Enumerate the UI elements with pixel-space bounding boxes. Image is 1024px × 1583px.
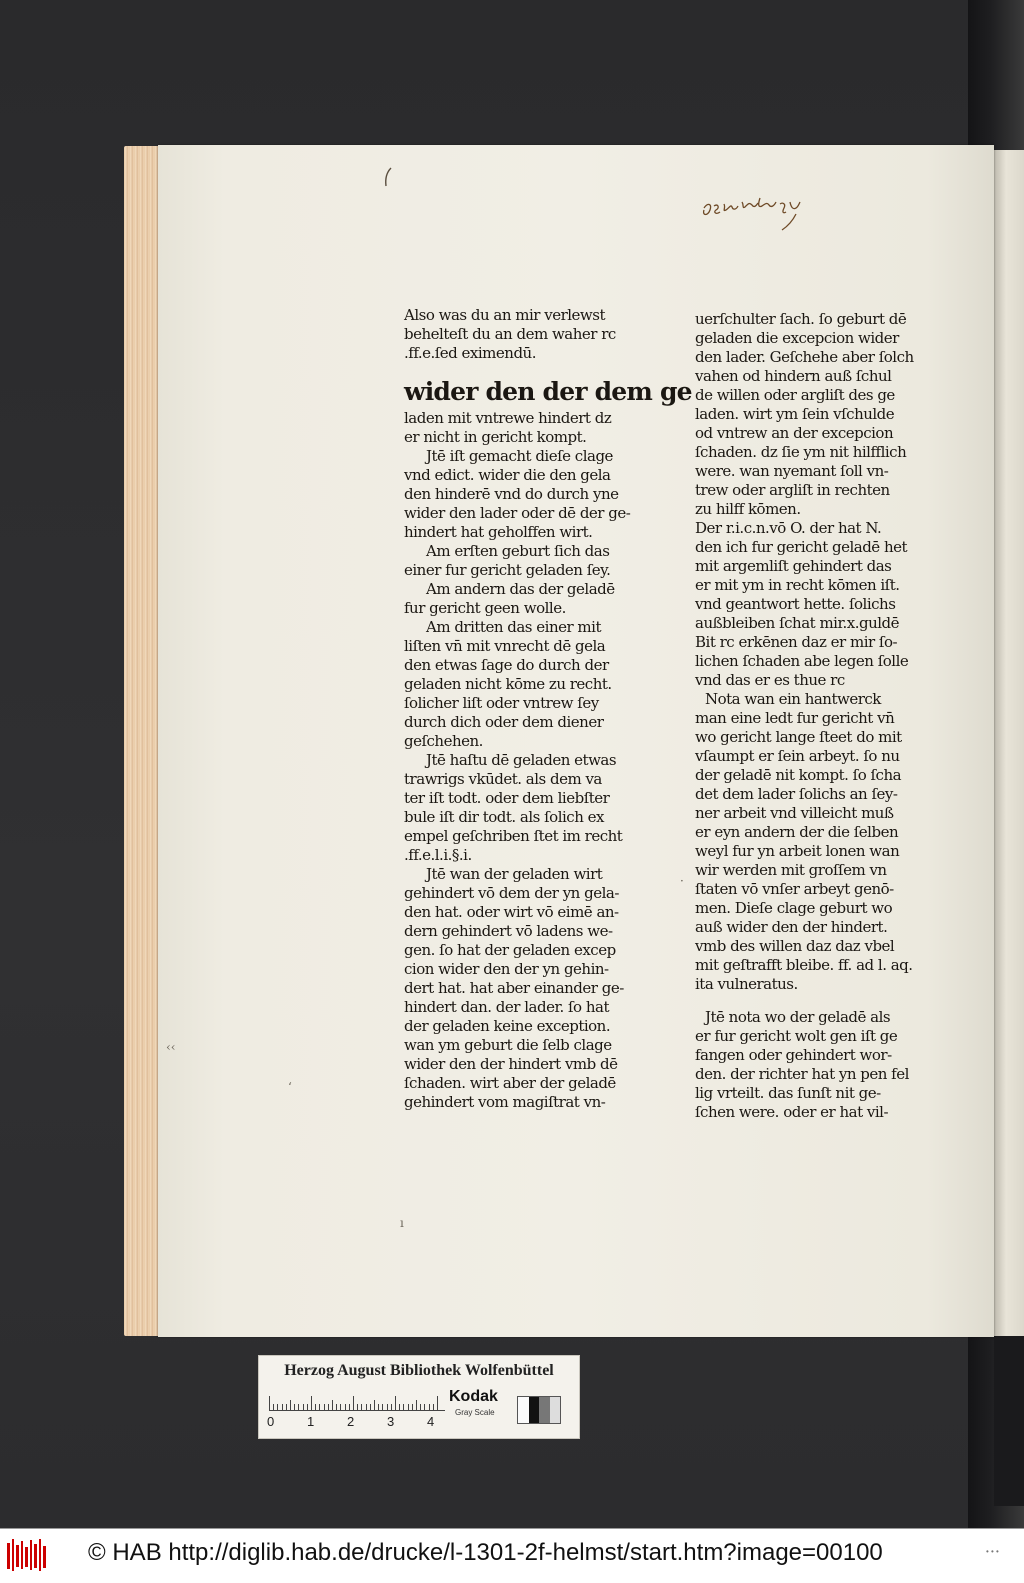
text-line: dern gehindert vō ladens we- [404, 922, 613, 940]
text-line: ſchen were. oder er hat vil- [695, 1103, 889, 1121]
text-line: Jtē haſtu dē geladen etwas [426, 751, 617, 769]
scale-number: 0 [267, 1414, 275, 1429]
ruler-tick [345, 1404, 346, 1410]
text-line: vnd das er es thue rc [695, 671, 845, 689]
ruler-tick [374, 1400, 375, 1410]
ruler-tick [311, 1396, 312, 1410]
text-line: der geladen keine exception. [404, 1017, 611, 1035]
ruler-tick [361, 1404, 362, 1410]
footer-url: © HAB http://diglib.hab.de/drucke/l-1301-2f-helmst/start.htm?image=00100 [88, 1539, 883, 1566]
text-line: den. der richter hat yn pen fel [695, 1065, 909, 1083]
ruler-tick [273, 1404, 274, 1410]
text-line: de willen oder argliſt des ge [695, 386, 895, 404]
text-line: wir werden mit groſſem vn [695, 861, 887, 879]
text-line: Nota wan ein hantwerck [705, 690, 881, 708]
text-line: Am erſten geburt ſich das [426, 542, 610, 560]
text-line: vahen od hindern auß ſchul [695, 367, 892, 385]
text-line: ſchaden. dz ſie ym nit hilfflich [695, 443, 907, 461]
ruler-scale [269, 1390, 445, 1411]
text-line: Am andern das der geladē [426, 580, 615, 598]
ruler-tick [349, 1404, 350, 1410]
text-line: det dem lader ſolichs an ſey- [695, 785, 898, 803]
text-line: ner arbeit vnd villeicht muß [695, 804, 894, 822]
text-line: uerſchulter ſach. ſo geburt dē [695, 310, 907, 328]
margin-mark: ‹‹ [166, 1040, 176, 1054]
ruler-tick [424, 1404, 425, 1410]
gray-patches [517, 1396, 561, 1424]
text-line: der geladē nit kompt. ſo ſcha [695, 766, 902, 784]
paragraph-gap [404, 363, 692, 377]
margin-mark: ı [400, 1216, 404, 1230]
ruler-tick [378, 1404, 379, 1410]
ruler-tick [433, 1404, 434, 1410]
ruler-tick [370, 1404, 371, 1410]
text-line: men. Dieſe clage geburt wo [695, 899, 893, 917]
text-line: trew oder argliſt in rechten [695, 481, 890, 499]
text-line: bule iſt dir todt. als ſolich ex [404, 808, 604, 826]
ruler-tick [387, 1404, 388, 1410]
ruler-tick [429, 1404, 430, 1410]
margin-mark: ‘ [288, 1080, 292, 1094]
ruler-tick [286, 1404, 287, 1410]
text-line: mit argemliſt gehindert das [695, 557, 892, 575]
text-line: gehindert vō dem der yn gela- [404, 884, 619, 902]
text-line: laden mit vntrewe hindert dz [404, 409, 612, 427]
facing-page-edge [994, 150, 1024, 1336]
text-line: er fur gericht wolt gen iſt ge [695, 1027, 898, 1045]
text-line: dert hat. hat aber einander ge- [404, 979, 624, 997]
gray-scale-label: Gray Scale [455, 1408, 495, 1417]
text-line: den lader. Geſchehe aber ſolch [695, 348, 914, 366]
text-line: vmb des willen daz daz vbel [695, 937, 895, 955]
text-line: od vntrew an der excepcion [695, 424, 894, 442]
text-line: laden. wirt ym ſein vſchulde [695, 405, 895, 423]
text-line: fur gericht geen wolle. [404, 599, 566, 617]
text-line: liſten vn̄ mit vnrecht dē gela [404, 637, 606, 655]
hab-logo-icon [6, 1537, 48, 1573]
text-line: Also was du an mir verlewst [404, 306, 605, 324]
scale-number: 1 [307, 1414, 315, 1429]
text-column-right [695, 310, 914, 1122]
footer-bar [0, 1528, 1024, 1583]
text-line: ter iſt todt. oder dem liebſter [404, 789, 610, 807]
facing-page-shadow [994, 1336, 1024, 1506]
ruler-tick [332, 1400, 333, 1410]
text-line: lig vrteilt. das ſunſt nit ge- [695, 1084, 881, 1102]
text-line: Bit rc erkēnen daz er mir ſo- [695, 633, 898, 651]
ruler-tick [416, 1400, 417, 1410]
text-line: einer fur gericht geladen ſey. [404, 561, 611, 579]
text-line: gehindert vom magiſtrat vn- [404, 1093, 606, 1111]
ruler-tick [315, 1404, 316, 1410]
margin-mark: · [680, 874, 684, 888]
text-line: weyl fur yn arbeit lonen wan [695, 842, 900, 860]
ruler-tick [412, 1404, 413, 1410]
ruler-tick [391, 1404, 392, 1410]
text-line: behelteſt du an dem waher rc [404, 325, 616, 343]
text-line: den etwas ſage do durch der [404, 656, 609, 674]
text-line: mit geſtrafft bleibe. ff. ad l. aq. [695, 956, 913, 974]
text-line: wider den der hindert vmb dē [404, 1055, 618, 1073]
text-line: vnd edict. wider die den gela [404, 466, 611, 484]
ruler-tick [307, 1404, 308, 1410]
text-line: auß wider den der hindert. [695, 918, 888, 936]
text-line: lichen ſchaden abe legen ſolle [695, 652, 909, 670]
text-line: ita vulneratus. [695, 975, 798, 993]
text-line: Jtē nota wo der geladē als [705, 1008, 891, 1026]
text-line: trawrigs vkūdet. als dem va [404, 770, 602, 788]
text-line: hindert dan. der lader. ſo hat [404, 998, 609, 1016]
text-line: hindert hat geholffen wirt. [404, 523, 593, 541]
library-name: Herzog August Bibliothek Wolfenbüttel [284, 1362, 554, 1379]
ruler-tick [294, 1404, 295, 1410]
text-line: .ff.e.ſed eximendū. [404, 344, 536, 362]
text-line: were. wan nyemant ſoll vn- [695, 462, 889, 480]
scale-number: 2 [347, 1414, 355, 1429]
text-column-left [404, 306, 692, 1112]
text-line: den hinderē vnd do durch yne [404, 485, 619, 503]
ruler-tick [269, 1396, 270, 1410]
text-line: cion wider den der yn gehin- [404, 960, 609, 978]
ruler-tick [324, 1404, 325, 1410]
text-line: Jtē iſt gemacht dieſe clage [426, 447, 613, 465]
text-line: .ff.e.l.i.§.i. [404, 846, 472, 864]
ruler-tick [319, 1404, 320, 1410]
text-line: empel geſchriben ſtet im recht [404, 827, 623, 845]
ruler-tick [399, 1404, 400, 1410]
ruler-tick [282, 1404, 283, 1410]
text-line: ſchaden. wirt aber der geladē [404, 1074, 616, 1092]
ruler-tick [336, 1404, 337, 1410]
ruler-tick [437, 1396, 438, 1410]
text-line: den hat. oder wirt vō eimē an- [404, 903, 619, 921]
text-line: wan ym geburt die ſelb clage [404, 1036, 612, 1054]
text-line: vſaumpt er ſein arbeyt. ſo nu [695, 747, 900, 765]
text-line: Der r.i.c.n.vō O. der hat N. [695, 519, 882, 537]
text-line: geladen die excepcion wider [695, 329, 899, 347]
text-line: den ich fur gericht geladē het [695, 538, 908, 556]
paragraph-gap [695, 994, 914, 1008]
ruler-tick [277, 1404, 278, 1410]
text-line: durch dich oder dem diener [404, 713, 604, 731]
text-line: vnd geantwort hette. ſolichs [695, 595, 896, 613]
text-line: außbleiben ſchat mir.x.guldē [695, 614, 900, 632]
text-line: wo gericht lange ſteet do mit [695, 728, 902, 746]
handwritten-marginal-note [700, 194, 810, 234]
ruler-tick [340, 1404, 341, 1410]
ruler-tick [353, 1396, 354, 1410]
ruler-tick [290, 1400, 291, 1410]
kodak-logo-text: Kodak [449, 1388, 498, 1405]
text-line: Am dritten das einer mit [426, 618, 601, 636]
scale-number: 3 [387, 1414, 395, 1429]
ruler-tick [403, 1404, 404, 1410]
text-line: ſolicher liſt oder vntrew ſey [404, 694, 599, 712]
ruler-tick [382, 1404, 383, 1410]
text-line: er eyn andern der die ſelben [695, 823, 899, 841]
scale-number: 4 [427, 1414, 435, 1429]
text-line: wider den lader oder dē der ge- [404, 504, 631, 522]
ruler-tick [298, 1404, 299, 1410]
text-line: geladen nicht kōme zu recht. [404, 675, 612, 693]
text-line: ſtaten vō vnſer arbeyt genō- [695, 880, 894, 898]
footer-dots: • • • [986, 1547, 999, 1556]
text-line: fangen oder gehindert wor- [695, 1046, 892, 1064]
ruler-tick [328, 1404, 329, 1410]
section-heading: wider den der dem ge [404, 377, 692, 406]
ruler-tick [395, 1396, 396, 1410]
text-line: man eine ledt fur gericht vn̄ [695, 709, 895, 727]
text-line: er nicht in gericht kompt. [404, 428, 587, 446]
ruler-tick [303, 1404, 304, 1410]
text-line: geſchehen. [404, 732, 483, 750]
pencil-mark [382, 166, 394, 188]
text-line: gen. ſo hat der geladen excep [404, 941, 616, 959]
ruler-tick [420, 1404, 421, 1410]
ruler-tick [357, 1404, 358, 1410]
text-line: Jtē wan der geladen wirt [426, 865, 603, 883]
ruler-tick [408, 1404, 409, 1410]
color-calibration-bar [258, 1355, 580, 1439]
ruler-tick [366, 1404, 367, 1410]
text-line: er mit ym in recht kōmen iſt. [695, 576, 900, 594]
text-line: zu hilff kōmen. [695, 500, 801, 518]
